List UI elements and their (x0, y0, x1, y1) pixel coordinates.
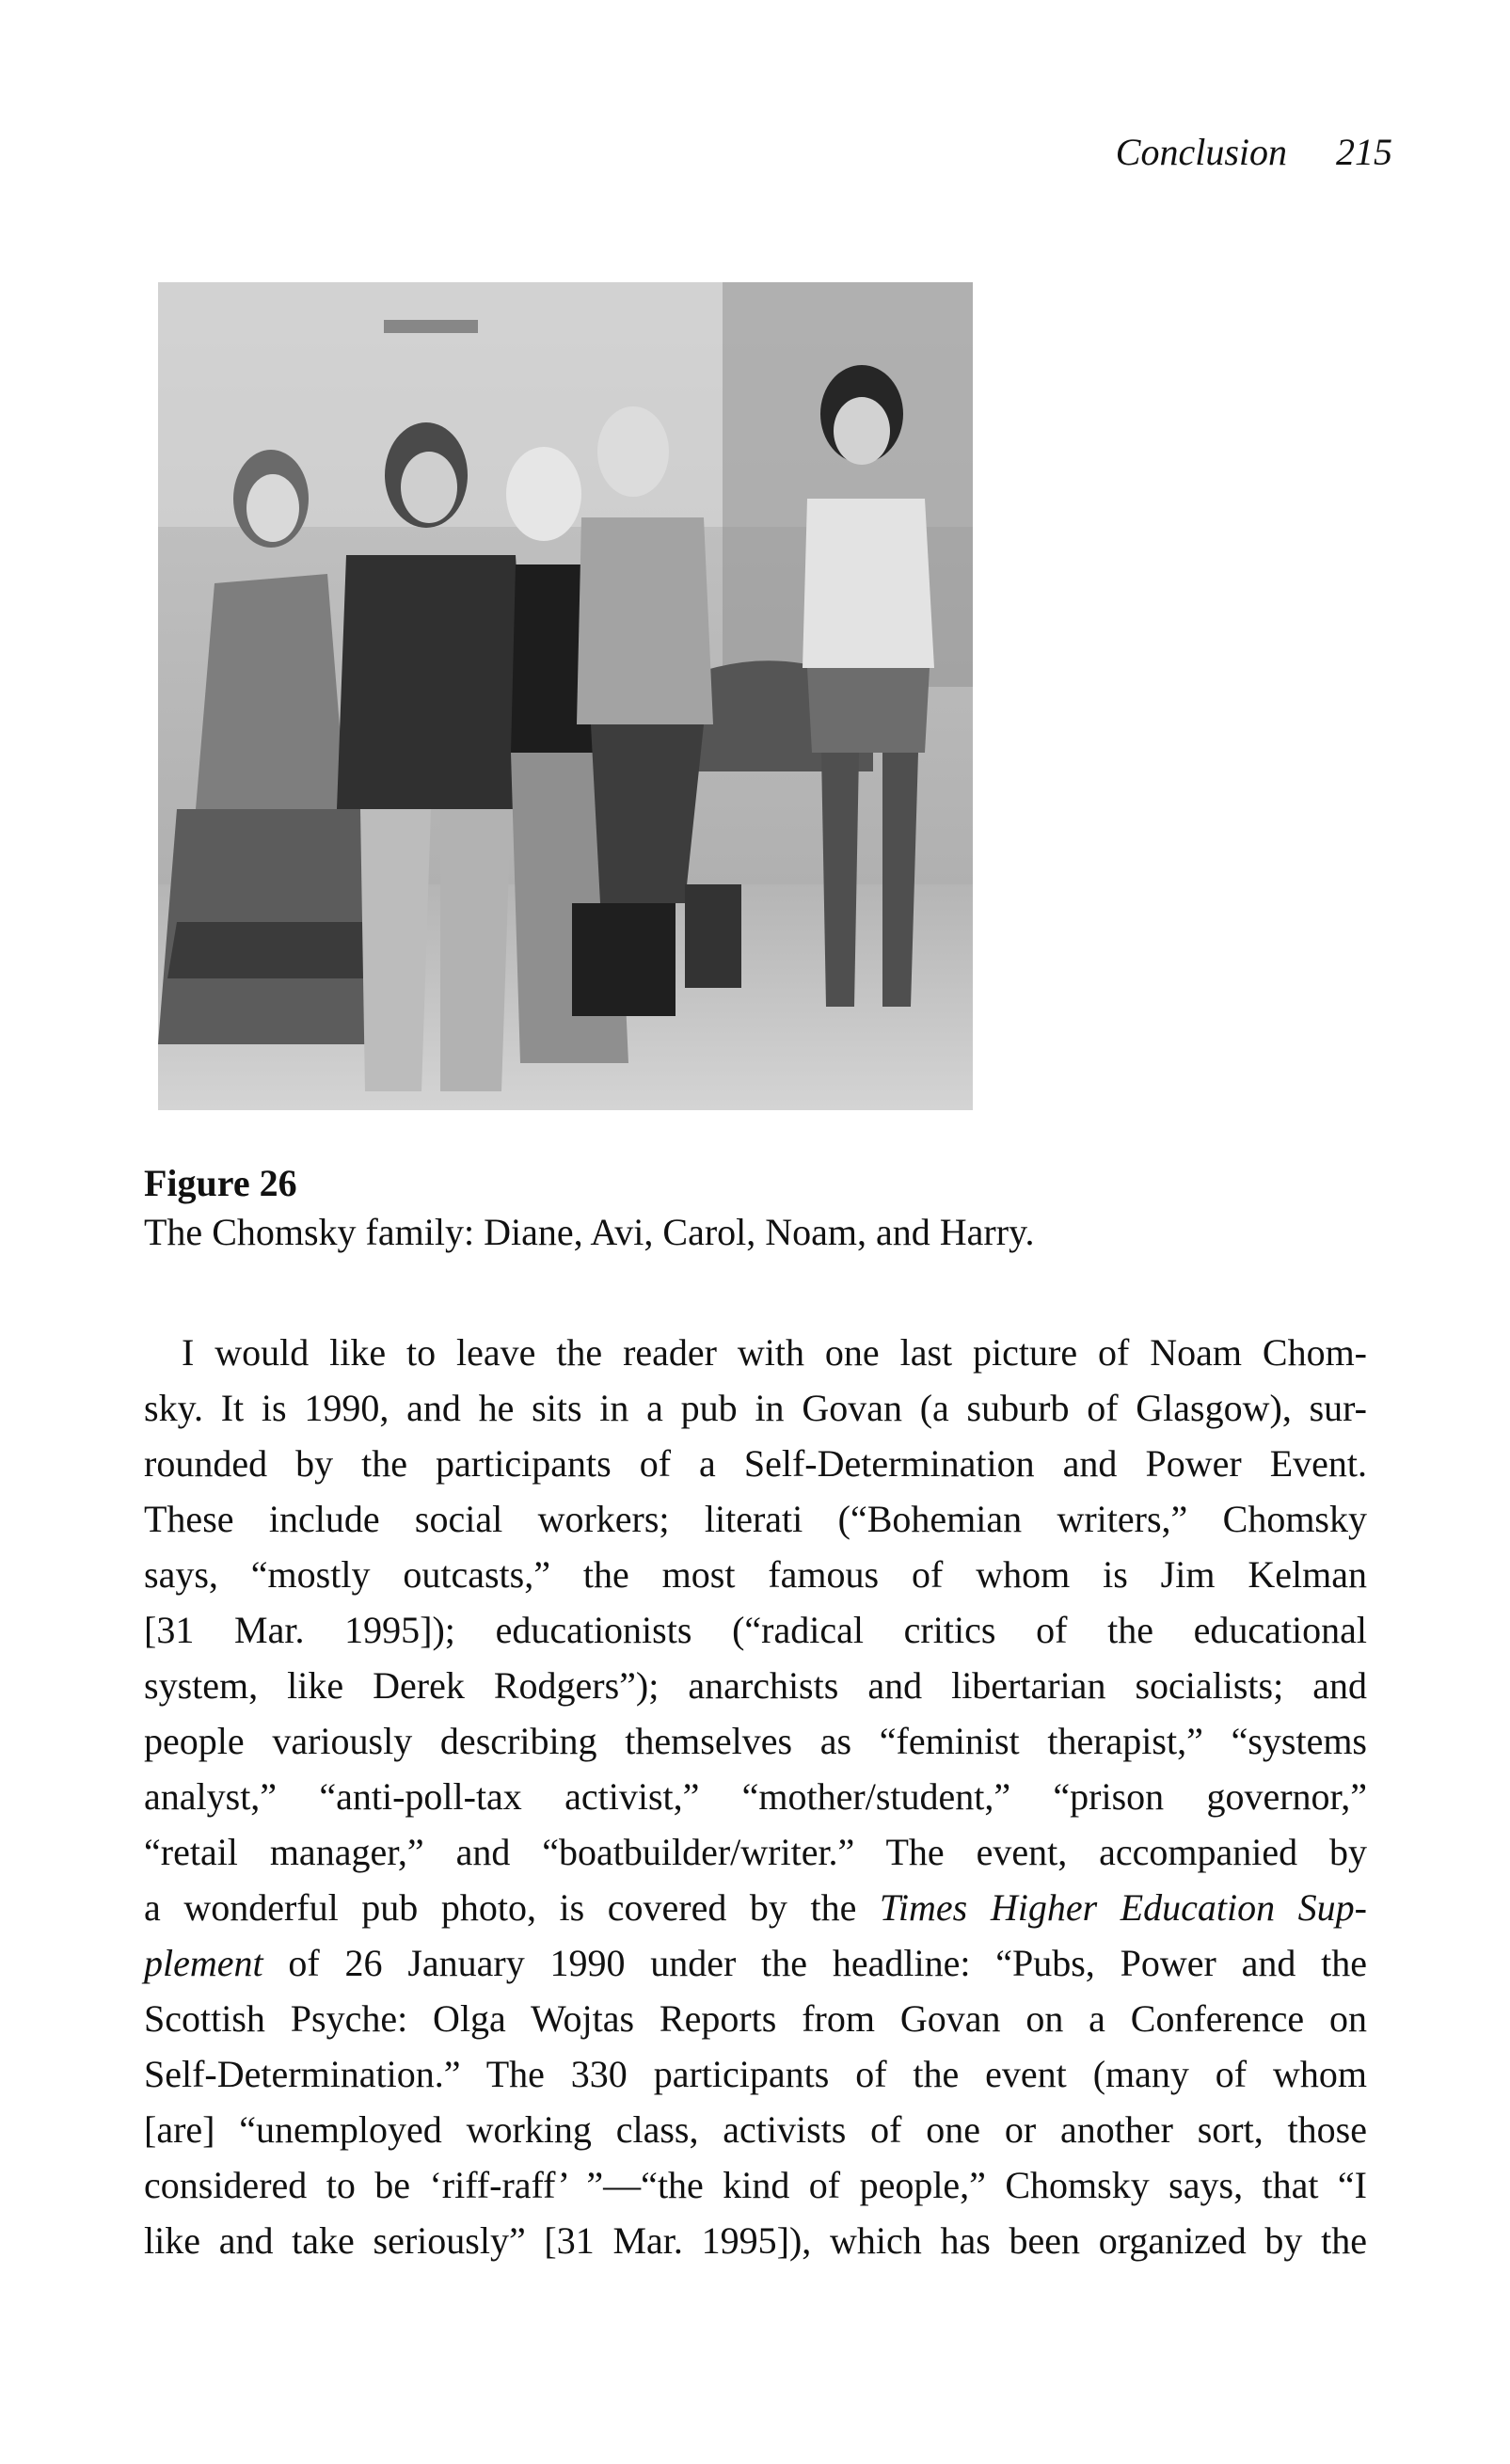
body-line: Scottish Psyche: Olga Wojtas Reports from Govan on a Conference on (144, 1997, 1367, 2040)
body-line: I would like to leave the reader with one last picture of Noam Chom- (182, 1331, 1367, 1374)
body-line: system, like Derek Rodgers”); anarchists and libertarian socialists; and (144, 1664, 1367, 1707)
body-line: says, “mostly outcasts,” the most famous of whom is Jim Kelman (144, 1553, 1367, 1596)
body-line: Self-Determination.” The 330 participants of the event (many of whom (144, 2053, 1367, 2095)
body-line: [31 Mar. 1995]); educationists (“radical critics of the educational (144, 1609, 1367, 1651)
body-line: like and take seriously” [31 Mar. 1995]), which has been organized by the (144, 2219, 1367, 2262)
body-line-start: a wonderful pub photo, is covered by the (144, 1886, 880, 1929)
running-head (1016, 130, 1392, 174)
figure-photo (158, 282, 973, 1110)
body-line-rest: of 26 January 1990 under the headline: “Pubs, Power and the (288, 1942, 1368, 1984)
body-line: These include social workers; literati (“Bohemian writers,” Chomsky (144, 1498, 1367, 1540)
body-line (144, 1935, 1367, 1991)
body-line: “retail manager,” and “boatbuilder/writer.” The event, accompanied by (144, 1831, 1367, 1873)
body-line: rounded by the participants of a Self-Determination and Power Event. (144, 1442, 1367, 1485)
family-photo-image (158, 282, 973, 1110)
figure-caption (144, 1159, 1367, 1257)
body-line: [are] “unemployed working class, activists of one or another sort, those (144, 2108, 1367, 2151)
body-line: people variously describing themselves as “feminist therapist,” “systems (144, 1720, 1367, 1762)
section-title: Conclusion (1115, 131, 1287, 173)
body-line: sky. It is 1990, and he sits in a pub in Govan (a suburb of Glasgow), sur- (144, 1387, 1367, 1429)
body-paragraph (144, 1325, 1367, 2268)
figure-caption-text: The Chomsky family: Diane, Avi, Carol, Noam, and Harry. (144, 1211, 1035, 1253)
journal-title: Times Higher Education Sup- (879, 1886, 1367, 1929)
page-number: 215 (1336, 131, 1392, 173)
figure-label: Figure 26 (144, 1162, 297, 1204)
body-line (144, 1880, 1367, 1935)
journal-title-cont: plement (144, 1942, 263, 1984)
body-line: considered to be ‘riff-raff’ ”—“the kind of people,” Chomsky says, that “I (144, 2164, 1367, 2206)
body-line: analyst,” “anti-poll-tax activist,” “mother/student,” “prison governor,” (144, 1775, 1367, 1818)
